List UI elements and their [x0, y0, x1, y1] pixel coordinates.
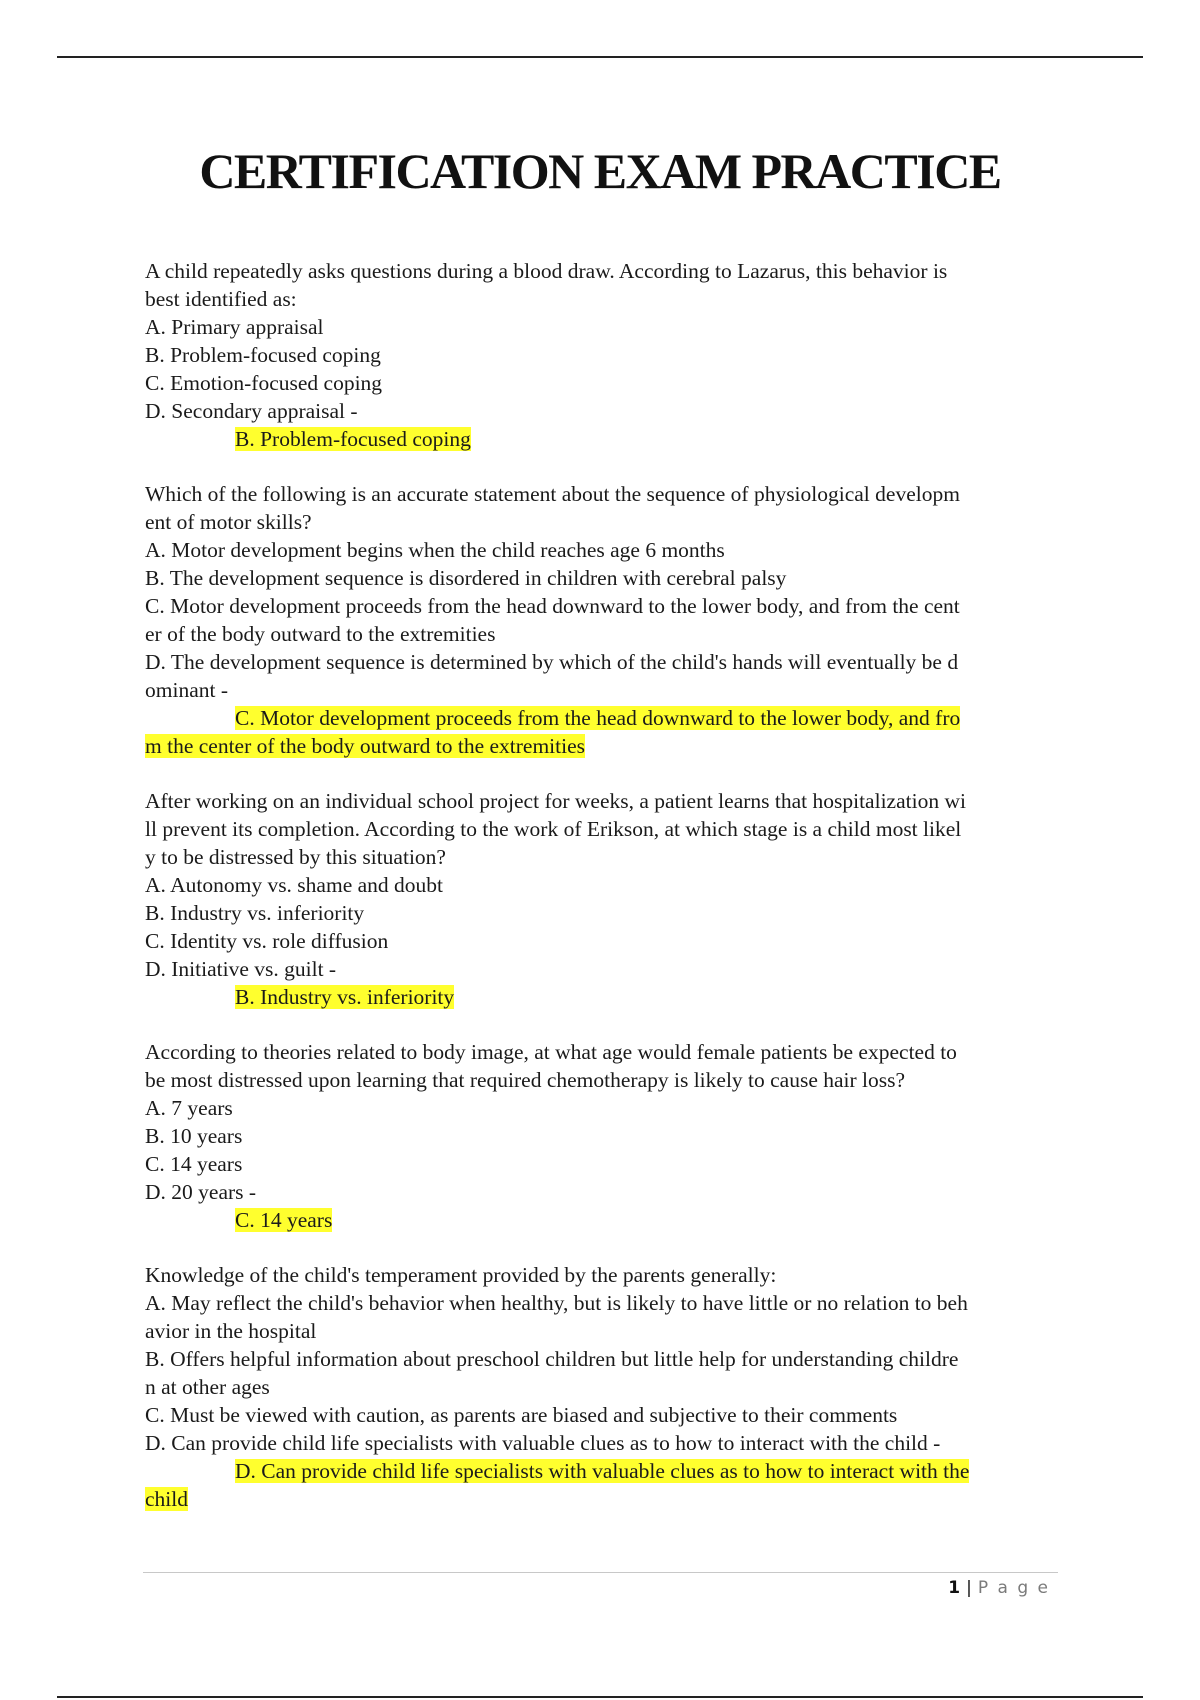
- answer-option: D. Can provide child life specialists with valuable clues as to how to interact with the child -: [145, 1431, 941, 1455]
- question-stem-line: be most distressed upon learning that required chemotherapy is likely to cause hair loss?: [145, 1068, 906, 1092]
- answer-option: B. Industry vs. inferiority: [145, 901, 365, 925]
- question-stem-line: Which of the following is an accurate statement about the sequence of physiological developm: [145, 482, 960, 506]
- question-block: [145, 257, 1060, 453]
- answer-option: B. Problem-focused coping: [145, 343, 381, 367]
- answer-option: D. Secondary appraisal -: [145, 399, 358, 423]
- page-footer: [948, 1578, 1050, 1598]
- answer-option: A. May reflect the child's behavior when healthy, but is likely to have little or no relation to beh: [145, 1291, 968, 1315]
- top-rule: [57, 56, 1143, 58]
- highlighted-answer: D. Can provide child life specialists with valuable clues as to how to interact with the: [235, 1459, 970, 1483]
- document-title: CERTIFICATION EXAM PRACTICE: [199, 143, 1001, 199]
- answer-option: C. Emotion-focused coping: [145, 371, 383, 395]
- answer-option: C. Identity vs. role diffusion: [145, 929, 389, 953]
- highlighted-answer: C. Motor development proceeds from the head downward to the lower body, and fro: [235, 706, 961, 730]
- highlighted-answer: B. Problem-focused coping: [235, 427, 471, 451]
- question-block: [145, 480, 1060, 760]
- highlighted-answer: C. 14 years: [235, 1208, 333, 1232]
- answer-option: C. 14 years: [145, 1152, 243, 1176]
- question-stem-line: Knowledge of the child's temperament provided by the parents generally:: [145, 1263, 777, 1287]
- question-stem-line: y to be distressed by this situation?: [145, 845, 446, 869]
- answer-option: avior in the hospital: [145, 1319, 317, 1343]
- answer-option: C. Must be viewed with caution, as parents are biased and subjective to their comments: [145, 1403, 898, 1427]
- answer-option: A. Primary appraisal: [145, 315, 324, 339]
- answer-option: B. 10 years: [145, 1124, 243, 1148]
- question-stem-line: ll prevent its completion. According to the work of Erikson, at which stage is a child most likel: [145, 817, 962, 841]
- question-stem-line: best identified as:: [145, 287, 297, 311]
- answer-option: A. Motor development begins when the child reaches age 6 months: [145, 538, 725, 562]
- footer-rule: [143, 1572, 1058, 1573]
- answer-option: n at other ages: [145, 1375, 270, 1399]
- page-separator: |: [966, 1578, 972, 1598]
- highlighted-answer: child: [145, 1487, 188, 1511]
- answer-option: D. Initiative vs. guilt -: [145, 957, 337, 981]
- answer-option: ominant -: [145, 678, 228, 702]
- answer-option: D. 20 years -: [145, 1180, 257, 1204]
- answer-option: A. Autonomy vs. shame and doubt: [145, 873, 443, 897]
- question-block: [145, 1261, 1060, 1513]
- question-block: [145, 1038, 1060, 1234]
- page-number: 1: [948, 1578, 961, 1598]
- answer-option: B. Offers helpful information about preschool children but little help for understanding childre: [145, 1347, 959, 1371]
- question-stem-line: ent of motor skills?: [145, 510, 312, 534]
- bottom-rule: [57, 1696, 1143, 1698]
- question-block: [145, 787, 1060, 1011]
- question-stem-line: A child repeatedly asks questions during a blood draw. According to Lazarus, this behavior is: [145, 259, 948, 283]
- answer-option: D. The development sequence is determined by which of the child's hands will eventually be d: [145, 650, 959, 674]
- answer-option: C. Motor development proceeds from the head downward to the lower body, and from the cent: [145, 594, 960, 618]
- question-stem-line: According to theories related to body image, at what age would female patients be expected to: [145, 1040, 957, 1064]
- question-stem-line: After working on an individual school project for weeks, a patient learns that hospitalization wi: [145, 789, 966, 813]
- page-label: P a g e: [977, 1578, 1050, 1598]
- question-list: [145, 257, 1060, 1540]
- answer-option: er of the body outward to the extremities: [145, 622, 496, 646]
- highlighted-answer: B. Industry vs. inferiority: [235, 985, 455, 1009]
- answer-option: A. 7 years: [145, 1096, 233, 1120]
- answer-option: B. The development sequence is disordered in children with cerebral palsy: [145, 566, 787, 590]
- highlighted-answer: m the center of the body outward to the extremities: [145, 734, 586, 758]
